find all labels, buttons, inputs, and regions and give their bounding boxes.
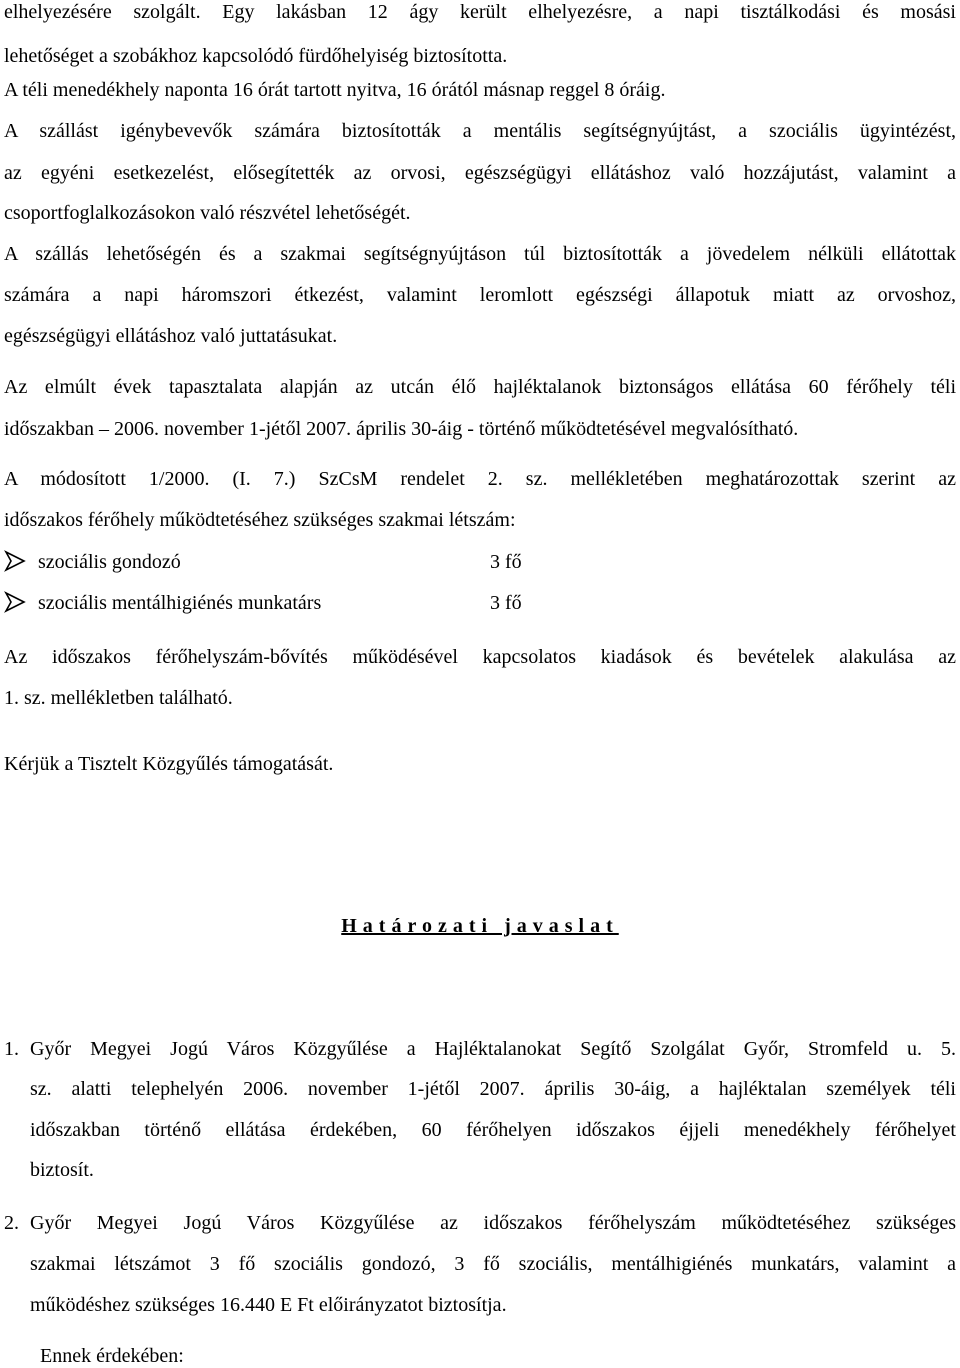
text-line: Kérjük a Tisztelt Közgyűlés támogatását. bbox=[4, 753, 334, 775]
arrow-bullet-icon bbox=[4, 591, 28, 619]
text-line: időszakos férőhely működtetéséhez szükséges szakmai létszám: bbox=[4, 509, 516, 531]
staff-count: 3 fő bbox=[490, 551, 522, 573]
text-line: csoportfoglalkozásokon való részvétel lehetőségét. bbox=[4, 202, 411, 224]
section-title: Határozati javaslat bbox=[341, 915, 619, 937]
text-line: A módosított 1/2000. (I. 7.) SzCsM rendelet 2. sz. mellékletében meghatározottak szerint az bbox=[4, 468, 956, 490]
text-line: lehetőséget a szobákhoz kapcsolódó fürdőhelyiség biztosította. bbox=[4, 45, 508, 67]
resolution-line: sz. alatti telephelyén 2006. november 1-jétől 2007. április 30-áig, a hajléktalan személyek téli bbox=[30, 1078, 956, 1100]
text-line: A téli menedékhely naponta 16 órát tartott nyitva, 16 órától másnap reggel 8 óráig. bbox=[4, 79, 666, 101]
resolution-line: Győr Megyei Jogú Város Közgyűlése az időszakos férőhelyszám működtetéséhez szükséges bbox=[30, 1212, 956, 1234]
resolution-number: 2. bbox=[4, 1212, 19, 1234]
text-line: A szállást igénybevevők számára biztosították a mentális segítségnyújtást, a szociális ügyintézést, bbox=[4, 120, 956, 142]
text-line: Az időszakos férőhelyszám-bővítés működésével kapcsolatos kiadások és bevételek alakulása az bbox=[4, 646, 956, 668]
text-line: A szállás lehetőségén és a szakmai segítségnyújtáson túl biztosították a jövedelem nélküli ellátottak bbox=[4, 243, 956, 265]
resolution-number: 1. bbox=[4, 1038, 19, 1060]
text-line: egészségügyi ellátáshoz való juttatásukat. bbox=[4, 325, 338, 347]
resolution-line: biztosít. bbox=[30, 1159, 94, 1181]
resolution-line: működéshez szükséges 16.440 E Ft előirányzatot biztosítja. bbox=[30, 1294, 507, 1316]
text-line: elhelyezésére szolgált. Egy lakásban 12 ágy került elhelyezésre, a napi tisztálkodási és mosási bbox=[4, 1, 956, 23]
staff-count: 3 fő bbox=[490, 592, 522, 614]
text-line: időszakban – 2006. november 1-jétől 2007. április 30-áig - történő működtetésével megvalósítható. bbox=[4, 418, 799, 440]
resolution-line: szakmai létszámot 3 fő szociális gondozó, 3 fő szociális, mentálhigiénés munkatárs, valamint a bbox=[30, 1253, 956, 1275]
text-line: 1. sz. mellékletben található. bbox=[4, 687, 233, 709]
staff-role: szociális gondozó bbox=[38, 551, 181, 573]
resolution-line: Győr Megyei Jogú Város Közgyűlése a Hajléktalanokat Segítő Szolgálat Győr, Stromfeld u. 5. bbox=[30, 1038, 956, 1060]
staff-role: szociális mentálhigiénés munkatárs bbox=[38, 592, 322, 614]
resolution-line: időszakban történő ellátása érdekében, 60 férőhelyen időszakos éjjeli menedékhely férőhelyet bbox=[30, 1119, 956, 1141]
text-line: Az elmúlt évek tapasztalata alapján az utcán élő hajléktalanok biztonságos ellátása 60 férőhely téli bbox=[4, 376, 956, 398]
closing-text: Ennek érdekében: bbox=[40, 1345, 184, 1367]
text-line: az egyéni esetkezelést, elősegítették az orvosi, egészségügyi ellátáshoz való hozzájutást, valamint a bbox=[4, 162, 956, 184]
text-line: számára a napi háromszori étkezést, valamint leromlott egészségi állapotuk miatt az orvoshoz, bbox=[4, 284, 956, 306]
arrow-bullet-icon bbox=[4, 550, 28, 578]
